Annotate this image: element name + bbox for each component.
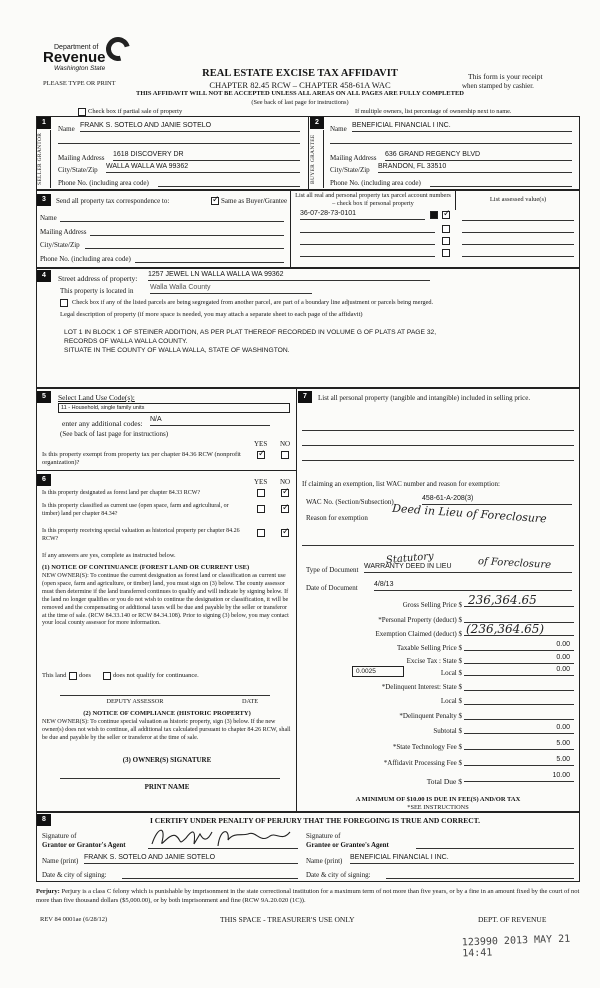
section-6-number: 6 [37,474,51,486]
deputy-date-label: DATE [241,698,259,705]
buyer-phone-label: Phone No. (including area code) [330,179,421,187]
delinquent-penalty-label: *Delinquent Penalty $ [399,712,462,720]
current-use-no-checkbox[interactable] [281,505,289,513]
land-does-not-checkbox[interactable] [103,672,111,680]
section-5-6-divider [36,470,296,471]
seller-side-tab [37,130,51,188]
parcel-3-field[interactable] [300,244,435,245]
land-does-checkbox[interactable] [69,672,77,680]
exemption-claimed-label: Exemption Claimed (deduct) $ [375,630,462,638]
minimum-due-note: A MINIMUM OF $10.00 IS DUE IN FEE(S) AND/OR TAX [355,796,521,803]
legal-description-line-2[interactable]: RECORDS OF WALLA WALLA COUNTY. [64,338,188,345]
nonprofit-exempt-question: Is this property exempt from property tax per chapter 84.36 RCW (nonprofit organization)? [42,451,241,466]
correspondence-mailing-label: Mailing Address [40,228,87,236]
seller-name-label: Name [58,125,75,133]
technology-fee-label: *State Technology Fee $ [392,743,462,751]
agency-logo [40,37,135,77]
assessed-4-field[interactable] [462,256,574,257]
assessed-header: List assessed value(s) [489,196,547,203]
seller-city-label: City/State/Zip [58,166,98,174]
grantor-date-city-label: Date & city of signing: [42,871,107,879]
excise-local-label: Local $ [440,669,462,677]
land-use-label: Select Land Use Code(s): [58,393,135,402]
subtotal-field[interactable]: 0.00 [464,724,574,734]
section-3-number: 3 [37,194,51,206]
grantee-signature-field[interactable] [416,848,574,849]
historic-no-checkbox[interactable] [281,529,289,537]
lower-divider [296,388,297,812]
correspondence-city-field[interactable] [85,248,284,249]
segregated-label: Check box if any of the listed parcels are being segregated from another parcel, are part of a boundary line adjustment or parcels being merged. [72,299,434,306]
wac-label: WAC No. (Section/Subsection) [306,498,394,506]
parcel-2-personal-checkbox[interactable] [442,225,450,233]
seller-name-line-2[interactable] [58,143,300,144]
parcel-4-personal-checkbox[interactable] [442,249,450,257]
seller-mailing-field[interactable]: 1618 DISCOVERY DR [113,151,300,161]
delinquent-interest-local-field[interactable] [464,704,574,705]
legal-description-line-3[interactable]: SITUATE IN THE COUNTY OF WALLA WALLA, STATE OF WASHINGTON. [64,347,290,354]
current-use-yes-checkbox[interactable] [257,505,265,513]
historic-question: Is this property receiving special valuation as historical property per chapter 84.26 RCW? [42,528,240,542]
excise-state-field[interactable]: 0.00 [464,654,574,664]
forest-land-question: Is this property designated as forest land per chapter 84.33 RCW? [42,490,201,496]
affidavit-fee-field[interactable]: 5.00 [464,756,574,766]
personal-property-line-2[interactable] [302,445,574,446]
certify-statement: I CERTIFY UNDER PENALTY OF PERJURY THAT THE FOREGOING IS TRUE AND CORRECT. [149,816,480,825]
parcel-header: List all real and personal property tax parcel account numbers – check box if personal property [295,192,451,207]
grantee-date-city-field[interactable] [386,878,574,879]
grantee-signature-label-1: Signature of [306,832,341,840]
buyer-city-label: City/State/Zip [330,166,370,174]
same-as-buyer-checkbox[interactable] [211,197,219,205]
section-8-number: 8 [37,814,51,826]
notice-continuance-body: NEW OWNER(S): To continue the current designation as forest land or classification as current use (open space, farm and agriculture, or timber) land, you must sign on (3) below. The county assessor must then determine if the land transferred continues to qualify and will indicate by signing below. If the land no longer qualifies or you do not wish to continue the designation or classification, it will be removed and the compensating or additional taxes will be due and payable by the seller or transferor at the time of sale. (RCW 84.33.140 or RCW 84.34.108). Prior to signing (3) below, you may contact your local county assessor for more information. [42,573,289,627]
legal-description-label: Legal description of property (if more space is needed, you may attach a separate sheet to each page of the affidavit) [60,311,363,318]
perjury-text: Perjury is a class C felony which is punishable by imprisonment in the state correctional institution for a maximum term of not more than five years, or by a fine in an amount fixed by the court of not more than five thousand dollars ($5,000.00), or by both imprisonment and fine (RCW 9A.20.020 (1C)). [36,888,580,904]
section-1-number: 1 [37,117,51,129]
same-as-buyer-label: Same as Buyer/Grantee [221,197,288,205]
form-title: REAL ESTATE EXCISE TAX AFFIDAVIT [202,68,398,79]
parcel-1-field[interactable]: 36-07-28-73-0101 [300,210,425,220]
section-2-number: 2 [310,117,324,129]
forest-land-no-checkbox[interactable] [281,489,289,497]
treasurer-space-label: THIS SPACE - TREASURER'S USE ONLY [220,915,355,924]
perjury-label: Perjury: [36,888,60,895]
receipt-note-2: when stamped by cashier. [462,82,534,90]
section-5-number: 5 [37,391,51,403]
document-type-field[interactable]: WARRANTY DEED IN LIEU [364,563,572,573]
grantor-signature-scribble [148,822,308,852]
parcel-4-field[interactable] [300,256,435,257]
see-back-note: (See back of last page for instructions) [251,99,349,106]
deputy-assessor-line[interactable] [60,695,270,696]
buyer-name-field[interactable]: BENEFICIAL FINANCIAL I INC. [352,122,572,132]
grantee-date-city-label: Date & city of signing: [306,871,371,879]
buyer-side-tab [310,130,324,188]
taxable-price-label: Taxable Selling Price $ [396,644,462,652]
agency-line-1: Department of [54,44,99,51]
additional-codes-field[interactable]: N/A [150,416,270,426]
personal-property-line-3[interactable] [302,460,574,461]
notice-compliance-body: NEW OWNER(S): To continue special valuation as historic property, sign (3) below. If the new owner(s) does not wish to continue, all additional tax calculated pursuant to chapter 84.26 RCW, shall be due and payable by the seller or transferor at the time of sale. [42,719,291,741]
agency-line-2: Revenue [43,49,106,66]
seller-phone-label: Phone No. (including area code) [58,179,149,187]
delinquent-interest-local-label: Local $ [440,697,462,705]
form-chapter: CHAPTER 82.45 RCW – CHAPTER 458-61A WAC [209,80,391,90]
street-address-field[interactable]: 1257 JEWEL LN WALLA WALLA WA 99362 [148,271,430,281]
correspondence-city-label: City/State/Zip [40,241,80,249]
document-type-label: Type of Document [306,566,359,574]
assessed-2-field[interactable] [462,232,574,233]
section-6-no-header: NO [280,478,291,486]
buyer-name-label: Name [330,125,347,133]
excise-state-label: Excise Tax : State $ [406,657,462,665]
taxable-price-field[interactable]: 0.00 [464,641,574,651]
parcel-1-extra-box [430,211,438,219]
nonprofit-yes-checkbox[interactable] [257,451,265,459]
nonprofit-no-checkbox[interactable] [281,451,289,459]
correspondence-name-field[interactable] [60,221,284,222]
excise-local-field[interactable]: 0.00 [464,666,574,676]
revision-number: REV 84 0001ae (6/28/12) [40,916,108,923]
grantor-date-city-field[interactable] [122,878,298,879]
historic-yes-checkbox[interactable] [257,529,265,537]
delinquent-interest-state-label: *Delinquent Interest: State $ [381,683,462,691]
statutory-note[interactable]: Statutory [385,550,435,567]
logo-swoosh-icon [102,33,135,66]
owner-signature-line[interactable] [60,778,280,779]
grantee-signature-label-2: Grantee or Grantee's Agent [306,841,389,849]
located-in-label: This property is located in [60,287,134,295]
seller-phone-field[interactable] [158,186,300,187]
section-5-yes-header: YES [254,440,268,448]
total-due-label: Total Due $ [426,777,462,786]
section-6-yes-header: YES [254,478,268,486]
personal-property-deduct-label: *Personal Property (deduct) $ [378,616,462,624]
seller-side-label: SELLER GRANTOR [37,132,43,186]
seller-city-field[interactable]: WALLA WALLA WA 99362 [106,163,300,173]
document-date-label: Date of Document [306,584,358,592]
reason-field[interactable]: Deed in Lieu of Foreclosure [391,501,548,526]
buyer-phone-field[interactable] [430,186,572,187]
owner-signature-label: (3) OWNER(S) SIGNATURE [122,756,212,764]
form-warning: THIS AFFIDAVIT WILL NOT BE ACCEPTED UNLESS ALL AREAS ON ALL PAGES ARE FULLY COMPLETED [136,90,464,97]
legal-description-line-1[interactable]: LOT 1 IN BLOCK 1 OF STEINER ADDITION, AS PER PLAT THEREOF RECORDED IN VOLUME G OF PLATS AT PAGE 32, [64,329,437,336]
buyer-city-field[interactable]: BRANDON, FL 33510 [378,163,572,173]
buyer-name-line-2[interactable] [330,143,572,144]
personal-property-line-1[interactable] [302,430,574,431]
current-use-question: Is this property classified as current use (open space, farm and agricultural, or timber) land per chapter 84.34? [42,503,229,517]
see-instructions-note: *SEE INSTRUCTIONS [407,804,469,811]
forest-land-yes-checkbox[interactable] [257,489,265,497]
delinquent-penalty-field[interactable] [464,719,574,720]
buyer-side-label: BUYER GRANTEE [310,134,316,184]
grantor-signature-label-2: Grantor or Grantor's Agent [42,841,126,849]
reason-line-2[interactable] [302,545,574,546]
print-name-label: PRINT NAME [144,783,190,791]
land-use-code-select[interactable]: 11 - Household, single family units [58,403,290,413]
grantor-name-print-label: Name (print) [42,857,79,865]
grantor-name-print-field[interactable]: FRANK S. SOTELO AND JANIE SOTELO [84,854,298,864]
notice-compliance-title: (2) NOTICE OF COMPLIANCE (HISTORIC PROPERTY) [83,710,251,717]
section-4-number: 4 [37,270,51,282]
deputy-assessor-label: DEPUTY ASSESSOR [106,698,164,705]
local-rate-box[interactable]: 0.0025 [352,666,404,677]
affidavit-fee-label: *Affidavit Processing Fee $ [383,759,462,767]
parcel-2-field[interactable] [300,232,435,233]
exemption-claimed-field[interactable]: (236,364.65) [464,622,574,636]
section-7-number: 7 [298,391,312,403]
notice-continuance-title: (1) NOTICE OF CONTINUANCE (FOREST LAND OR CURRENT USE) [42,564,250,571]
seller-name-field[interactable]: FRANK S. SOTELO AND JANIE SOTELO [80,122,300,132]
personal-property-label: List all personal property (tangible and intangible) included in selling price. [318,394,531,402]
segregated-checkbox[interactable] [60,299,68,307]
reason-label: Reason for exemption [306,514,368,522]
located-in-field[interactable]: Walla Walla County [150,284,312,294]
exemption-instruction: If claiming an exemption, list WAC number and reason for exemption: [302,480,500,488]
correspondence-mailing-field[interactable] [90,235,284,236]
delinquent-interest-state-field[interactable] [464,690,574,691]
land-use-instructions: (See back of last page for instructions) [60,430,169,438]
land-does-label: does [79,672,91,679]
parcel-3-personal-checkbox[interactable] [442,237,450,245]
document-type-handwritten[interactable]: of Foreclosure [477,556,552,571]
buyer-mailing-label: Mailing Address [330,154,377,162]
cashier-stamp: 123990 2013 MAY 21 14:41 [461,933,571,960]
land-qualify-label: This land [42,672,67,679]
grantee-name-print-field[interactable]: BENEFICIAL FINANCIAL I INC. [350,854,574,864]
street-address-label: Street address of property: [58,274,138,283]
correspondence-phone-label: Phone No. (including area code) [40,255,131,263]
grantor-signature-label-1: Signature of [42,832,77,840]
section-3-divider [290,190,291,268]
section-5-no-header: NO [280,440,291,448]
subtotal-label: Subtotal $ [433,727,462,735]
additional-codes-label: enter any additional codes: [62,419,143,428]
correspondence-name-label: Name [40,214,57,222]
department-label: DEPT. OF REVENUE [478,915,547,924]
total-due-field[interactable]: 10.00 [464,772,574,782]
assessed-1-field[interactable] [462,220,574,221]
receipt-note-1: This form is your receipt [468,72,543,81]
partial-sale-label: Check box if partial sale of property [88,108,183,115]
land-does-not-label: does not qualify for continuance. [113,672,199,679]
wac-field[interactable]: 458-61-A-208(3) [422,495,572,505]
parties-divider [308,116,309,190]
send-correspondence-label: Send all property tax correspondence to: [56,197,170,205]
multiple-owners-note: If multiple owners, list percentage of ownership next to name. [355,108,512,115]
grantee-name-print-label: Name (print) [306,857,343,865]
gross-price-label: Gross Selling Price $ [402,601,462,609]
parcel-1-personal-checkbox[interactable] [442,211,450,219]
gross-price-field[interactable]: 236,364.65 [464,593,574,607]
print-note: PLEASE TYPE OR PRINT [43,80,116,87]
document-date-field[interactable]: 4/8/13 [374,581,572,591]
buyer-mailing-field[interactable]: 636 GRAND REGENCY BLVD [385,151,572,161]
assessed-divider [455,190,456,210]
correspondence-phone-field[interactable] [135,262,284,263]
perjury-notice [36,888,580,905]
if-yes-instruction: If any answers are yes, complete as instructed below. [42,552,176,559]
assessed-3-field[interactable] [462,244,574,245]
partial-sale-checkbox[interactable] [78,108,86,116]
technology-fee-field[interactable]: 5.00 [464,740,574,750]
agency-line-3: Washington State [54,65,106,72]
seller-mailing-label: Mailing Address [58,154,105,162]
